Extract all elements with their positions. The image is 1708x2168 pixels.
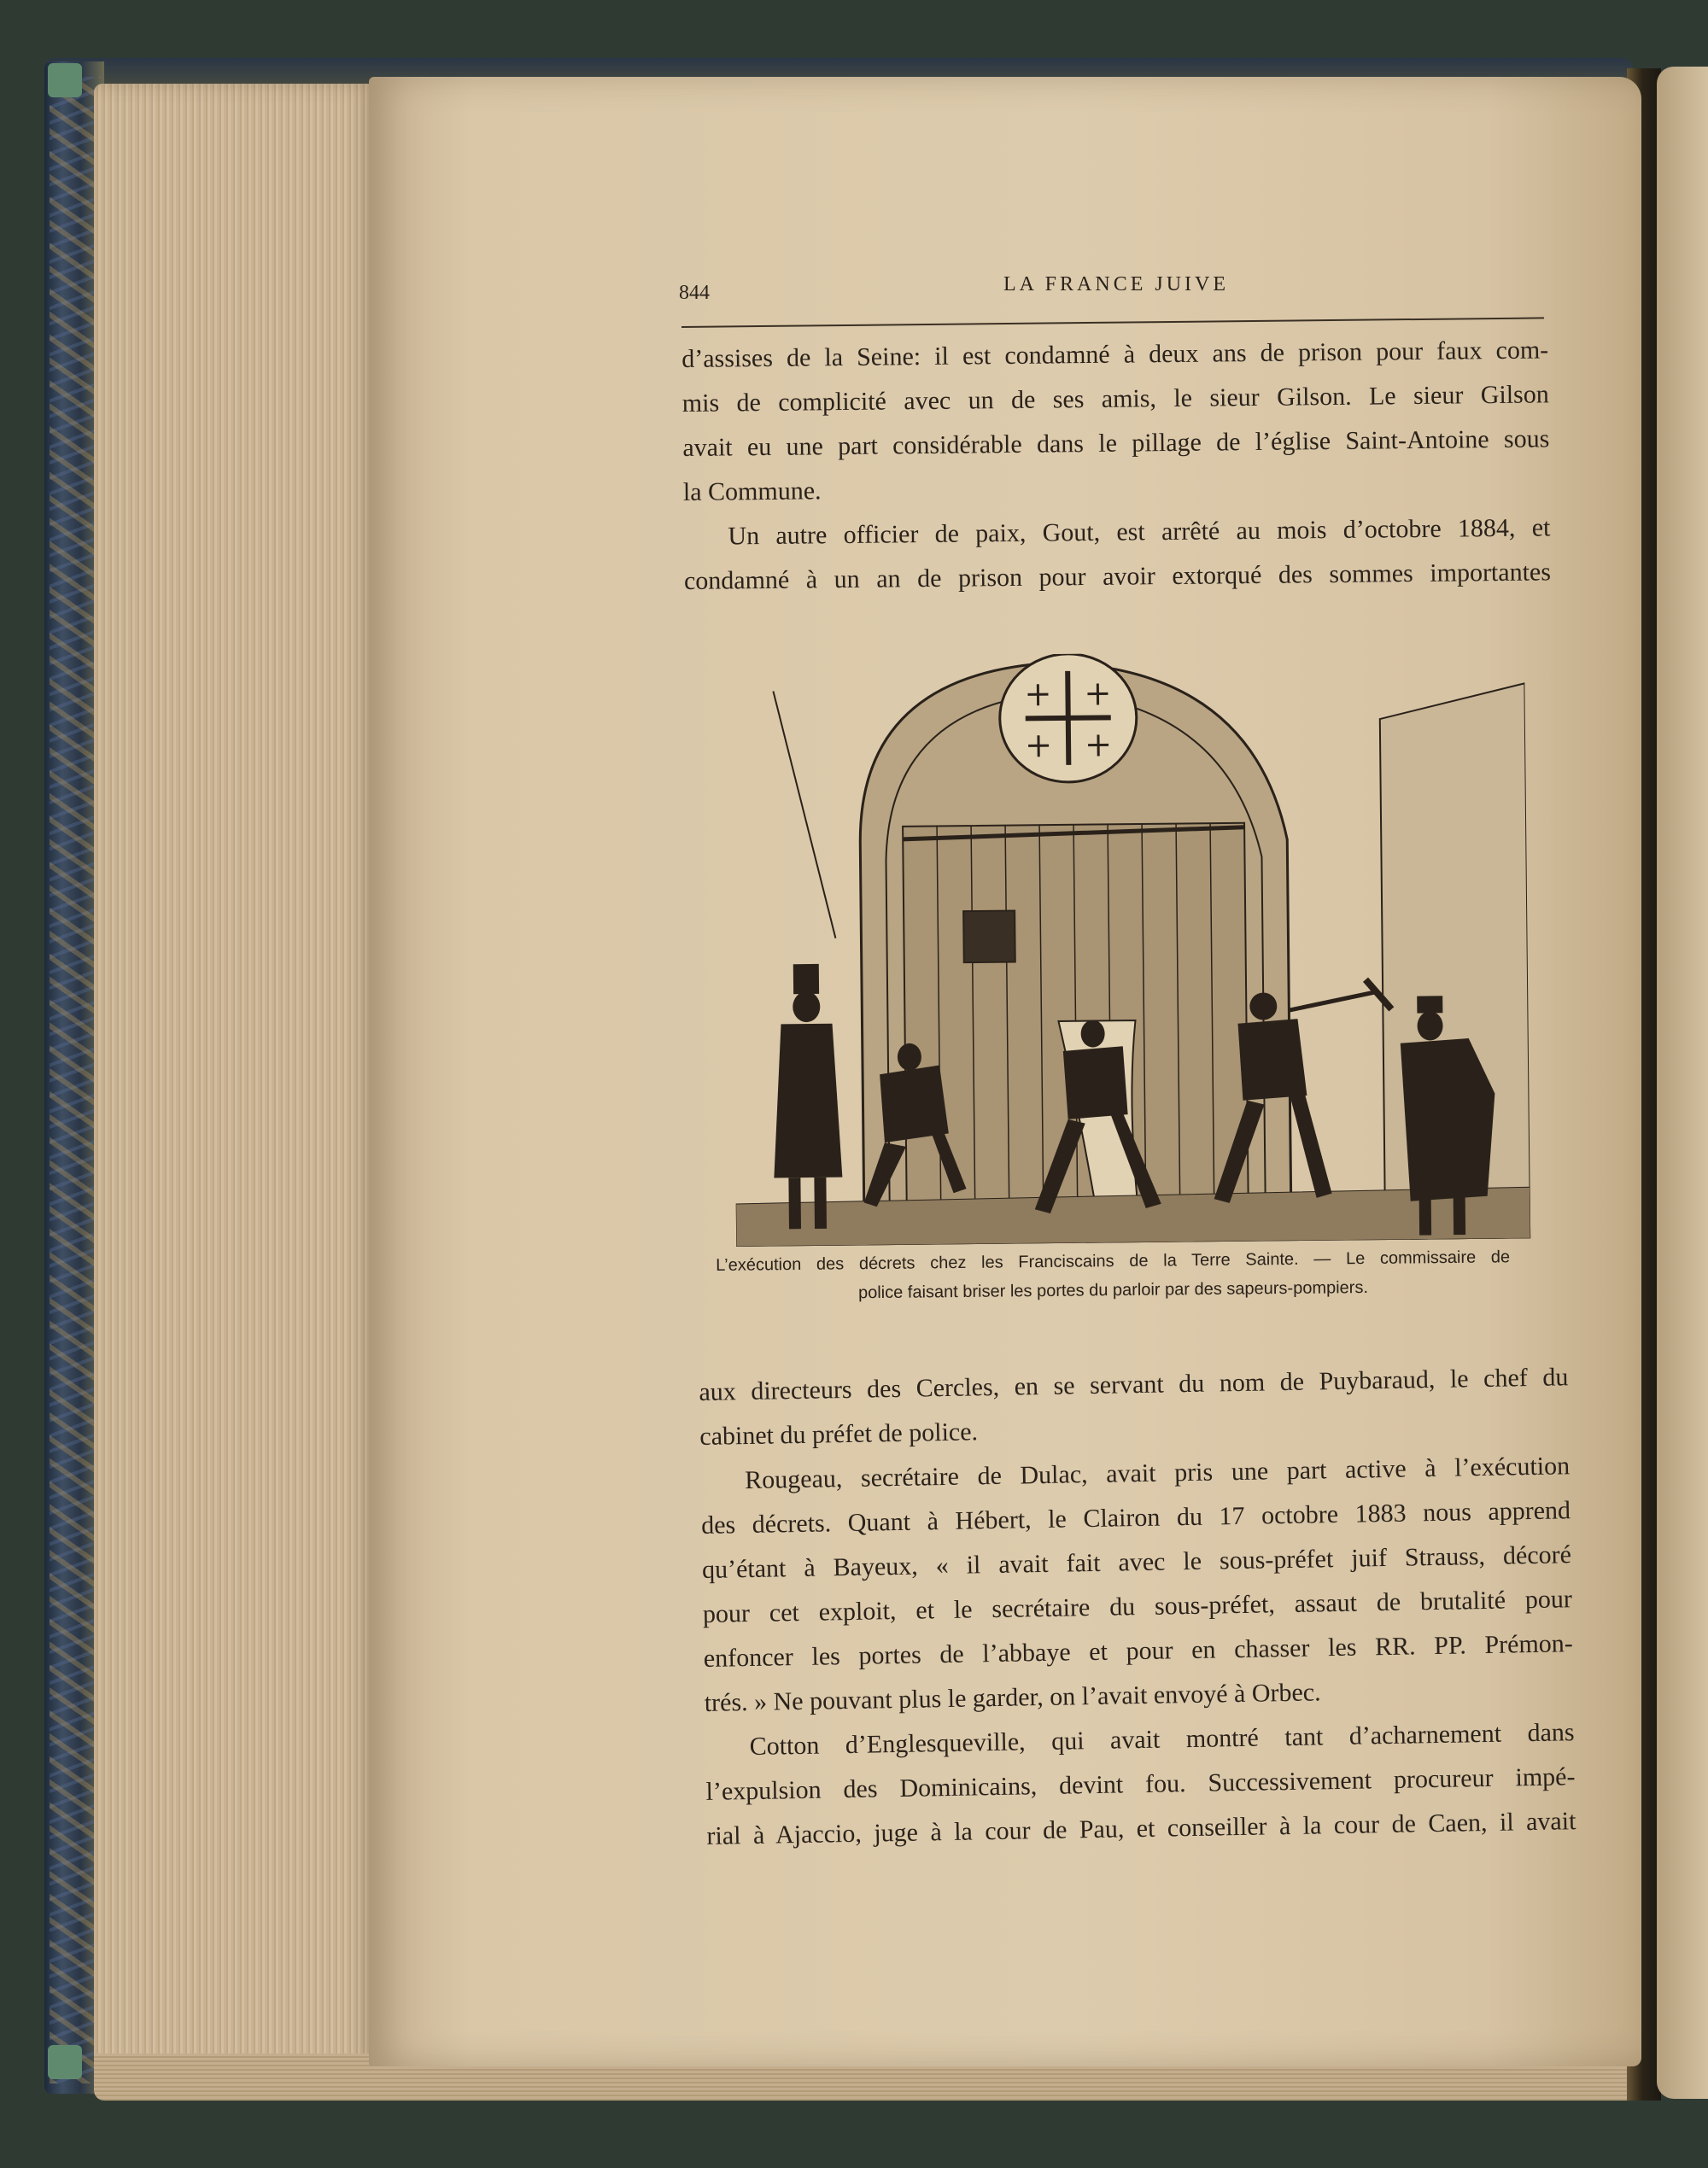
page-block-edge: [94, 84, 376, 2097]
text-line: des décrets. Quant à Hébert, le Clairon du 17 octobre 1883 nous apprend: [700, 1496, 1571, 1540]
text-line: mis de complicité avec un de ses amis, le sieur Gilson. Le sieur Gilson: [681, 380, 1549, 418]
cover-corner-top: [48, 63, 82, 97]
caption-line-2: police faisant briser les portes du parloir par des sapeurs-pompiers.: [857, 1278, 1369, 1303]
text-line: cabinet du préfet de police.: [699, 1417, 979, 1451]
text-line: qu’étant à Bayeux, « il avait fait avec le sous-préfet juif Strauss, décoré: [701, 1540, 1572, 1584]
cover-corner-bottom: [48, 2045, 82, 2079]
text-block-top: [681, 328, 1551, 604]
text-line: trés. » Ne pouvant plus le garder, on l’avait envoyé à Orbec.: [704, 1678, 1321, 1717]
text-line: enfoncer les portes de l’abbaye et pour en chasser les RR. PP. Prémon-: [703, 1629, 1574, 1673]
figure-caption: [716, 1242, 1511, 1309]
text-line: l’expulsion des Dominicains, devint fou. Successivement procureur impé-: [705, 1762, 1576, 1806]
text-line: Cotton d’Englesqueville, qui avait montré tant d’acharnement dans: [749, 1718, 1575, 1762]
text-line: rial à Ajaccio, juge à la cour de Pau, et conseiller à la cour de Caen, il avait: [706, 1807, 1576, 1850]
text-line: la Commune.: [682, 476, 822, 506]
text-line: d’assises de la Seine: il est condamné à deux ans de prison pour faux com-: [681, 336, 1549, 373]
marbled-binding: [50, 77, 101, 2083]
text-line: Rougeau, secrétaire de Dulac, avait pris une part active à l’exécution: [744, 1452, 1571, 1495]
engraving-illustration: [730, 649, 1530, 1247]
facing-page-edge: [1657, 67, 1708, 2099]
text-line: avait eu une part considérable dans le pillage de l’église Saint-Antoine sous: [682, 424, 1550, 462]
text-line: Un autre officier de paix, Gout, est arrêté au mois d’octobre 1884, et: [728, 513, 1551, 551]
text-line: pour cet exploit, et le secrétaire du sous-préfet, assaut de brutalité pour: [702, 1585, 1573, 1628]
caption-line-1: L’exécution des décrets chez les Franciscains de la Terre Sainte. — Le commissaire de: [716, 1248, 1511, 1275]
text-line: condamné à un an de prison pour avoir extorqué des sommes importantes: [683, 558, 1552, 595]
running-title: LA FRANCE JUIVE: [1003, 273, 1230, 295]
text-block-bottom: [699, 1355, 1576, 1859]
page-number: 844: [679, 282, 710, 304]
text-line: aux directeurs des Cercles, en se servant du nom de Puybaraud, le chef du: [699, 1363, 1569, 1406]
